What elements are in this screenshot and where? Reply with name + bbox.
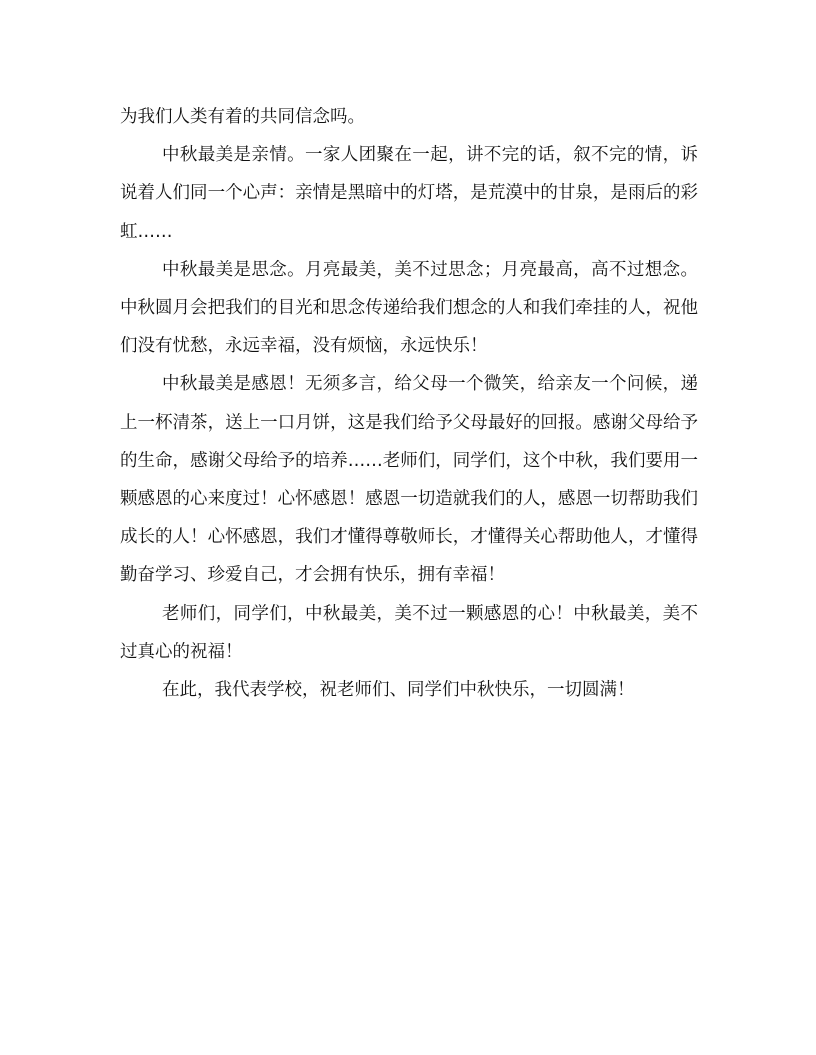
paragraph-continuation: 为我们人类有着的共同信念吗。	[120, 107, 365, 127]
paragraph-gratitude: 中秋最美是感恩！无须多言，给父母一个微笑，给亲友一个问候，递上一杯清茶，送上一口月饼，这是我们给予父母最好的回报。感谢父母给予的生命，感谢父母给予的培养……老师们，同学们，这个中秋，我们要用一颗感恩的心来度过！心怀感恩！感恩一切造就我们的人，感恩一切帮助我们成长的人！心怀感恩，我们才懂得尊敬师长，才懂得关心帮助他人，才懂得勤奋学习、珍爱自己，才会拥有快乐，拥有幸福！	[120, 374, 698, 586]
paragraph-blessing: 老师们，同学们，中秋最美，美不过一颗感恩的心！中秋最美，美不过真心的祝福！	[120, 603, 698, 662]
document-body	[120, 98, 698, 709]
paragraph-closing: 在此，我代表学校，祝老师们、同学们中秋快乐，一切圆满！	[162, 680, 635, 701]
paragraph-longing: 中秋最美是思念。月亮最美，美不过思念；月亮最高，高不过想念。中秋圆月会把我们的目光和思念传递给我们想念的人和我们牵挂的人，祝他们没有忧愁，永远幸福，没有烦恼，永远快乐！	[120, 259, 698, 357]
paragraph-family: 中秋最美是亲情。一家人团聚在一起，讲不完的话，叙不完的情，诉说着人们同一个心声：亲情是黑暗中的灯塔，是荒漠中的甘泉，是雨后的彩虹……	[120, 145, 698, 242]
